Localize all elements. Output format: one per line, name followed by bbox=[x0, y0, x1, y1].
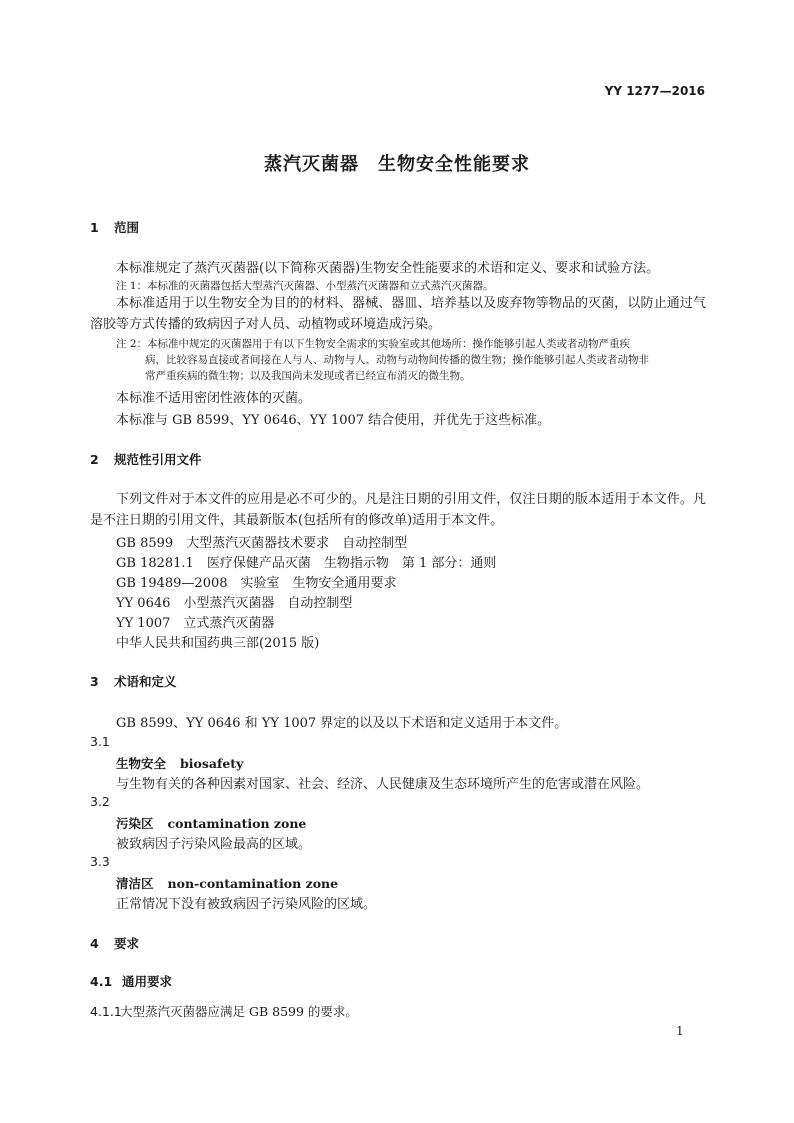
clause-4-1-1 bbox=[90, 1002, 358, 1020]
page-number: 1 bbox=[676, 1024, 684, 1038]
ref-item: GB 18281.1 医疗保健产品灭菌 生物指示物 第 1 部分：通则 bbox=[116, 556, 497, 571]
term-heading bbox=[116, 814, 306, 832]
ref-item: GB 19489—2008 实验室 生物安全通用要求 bbox=[116, 576, 397, 591]
section-title: 术语和定义 bbox=[114, 674, 177, 689]
section-title: 通用要求 bbox=[122, 974, 173, 989]
ref-item: 中华人民共和国药典三部(2015 版) bbox=[116, 636, 320, 651]
scope-paragraph-3: 本标准不适用密闭性液体的灭菌。 bbox=[116, 391, 312, 406]
clause-number: 4.1.1 bbox=[90, 1004, 122, 1019]
term-number: 3.2 bbox=[90, 794, 110, 809]
scope-note-2-line-3: 常严重疾病的微生物；以及我国尚未发现或者已经宣布消灭的微生物。 bbox=[145, 370, 471, 382]
term-heading bbox=[116, 874, 338, 892]
term-zh: 清洁区 bbox=[116, 876, 154, 891]
section-number: 3 bbox=[90, 674, 99, 689]
term-zh: 污染区 bbox=[116, 816, 154, 831]
section-number: 2 bbox=[90, 452, 99, 467]
term-definition: 与生物有关的各种因素对国家、社会、经济、人民健康及生态环境所产生的危害或潜在风险。 bbox=[116, 777, 650, 792]
ref-item: YY 1007 立式蒸汽灭菌器 bbox=[116, 616, 275, 631]
term-zh: 生物安全 bbox=[116, 756, 167, 771]
scope-paragraph-4: 本标准与 GB 8599、YY 0646、YY 1007 结合使用，并优先于这些标准。 bbox=[116, 413, 551, 428]
term-en: biosafety bbox=[180, 756, 244, 771]
section-title: 规范性引用文件 bbox=[114, 452, 202, 467]
section-number: 4 bbox=[90, 936, 99, 951]
clause-text: 大型蒸汽灭菌器应满足 GB 8599 的要求。 bbox=[120, 1004, 358, 1019]
term-definition: 被致病因子污染风险最高的区域。 bbox=[116, 837, 312, 852]
terms-intro: GB 8599、YY 0646 和 YY 1007 界定的以及以下术语和定义适用于本文件。 bbox=[116, 716, 568, 731]
term-definition: 正常情况下没有被致病因子污染风险的区域。 bbox=[116, 897, 377, 912]
section-2-heading bbox=[90, 450, 202, 468]
section-3-heading bbox=[90, 672, 177, 690]
scope-note-2-line-1: 注 2：本标准中规定的灭菌器用于有以下生物安全需求的实验室或其他场所：操作能够引起人类或者动物严重疾 bbox=[116, 338, 631, 350]
term-en: contamination zone bbox=[167, 816, 307, 831]
section-number: 4.1 bbox=[90, 974, 113, 989]
ref-item: GB 8599 大型蒸汽灭菌器技术要求 自动控制型 bbox=[116, 536, 408, 551]
ref-item: YY 0646 小型蒸汽灭菌器 自动控制型 bbox=[116, 596, 353, 611]
document-title: 蒸汽灭菌器 生物安全性能要求 bbox=[264, 154, 530, 175]
scope-note-1: 注 1：本标准的灭菌器包括大型蒸汽灭菌器、小型蒸汽灭菌器和立式蒸汽灭菌器。 bbox=[116, 280, 494, 292]
section-title: 要求 bbox=[114, 936, 140, 951]
scope-paragraph-2: 本标准适用于以生物安全为目的的材料、器械、器皿、培养基以及废弃物等物品的灭菌，以防止通过气溶胶等方式传播的致病因子对人员、动植物或环境造成污染。 bbox=[90, 296, 706, 332]
standard-number: YY 1277—2016 bbox=[604, 84, 705, 98]
term-number: 3.3 bbox=[90, 854, 110, 869]
section-4-1-heading bbox=[90, 972, 172, 990]
section-1-heading bbox=[90, 218, 139, 236]
term-en: non-contamination zone bbox=[167, 876, 339, 891]
term-heading bbox=[116, 754, 243, 772]
term-number: 3.1 bbox=[90, 734, 110, 749]
refs-intro: 下列文件对于本文件的应用是必不可少的。凡是注日期的引用文件，仅注日期的版本适用于本文件。凡是不注日期的引用文件，其最新版本(包括所有的修改单)适用于本文件。 bbox=[90, 492, 706, 528]
scope-paragraph-1: 本标准规定了蒸汽灭菌器(以下简称灭菌器)生物安全性能要求的术语和定义、要求和试验方法。 bbox=[116, 261, 660, 276]
section-number: 1 bbox=[90, 220, 99, 235]
section-title: 范围 bbox=[114, 220, 140, 235]
section-4-heading bbox=[90, 934, 139, 952]
scope-note-2-line-2: 病，比较容易直接或者间接在人与人、动物与人、动物与动物间传播的微生物；操作能够引起人类或者动物非 bbox=[145, 354, 649, 366]
